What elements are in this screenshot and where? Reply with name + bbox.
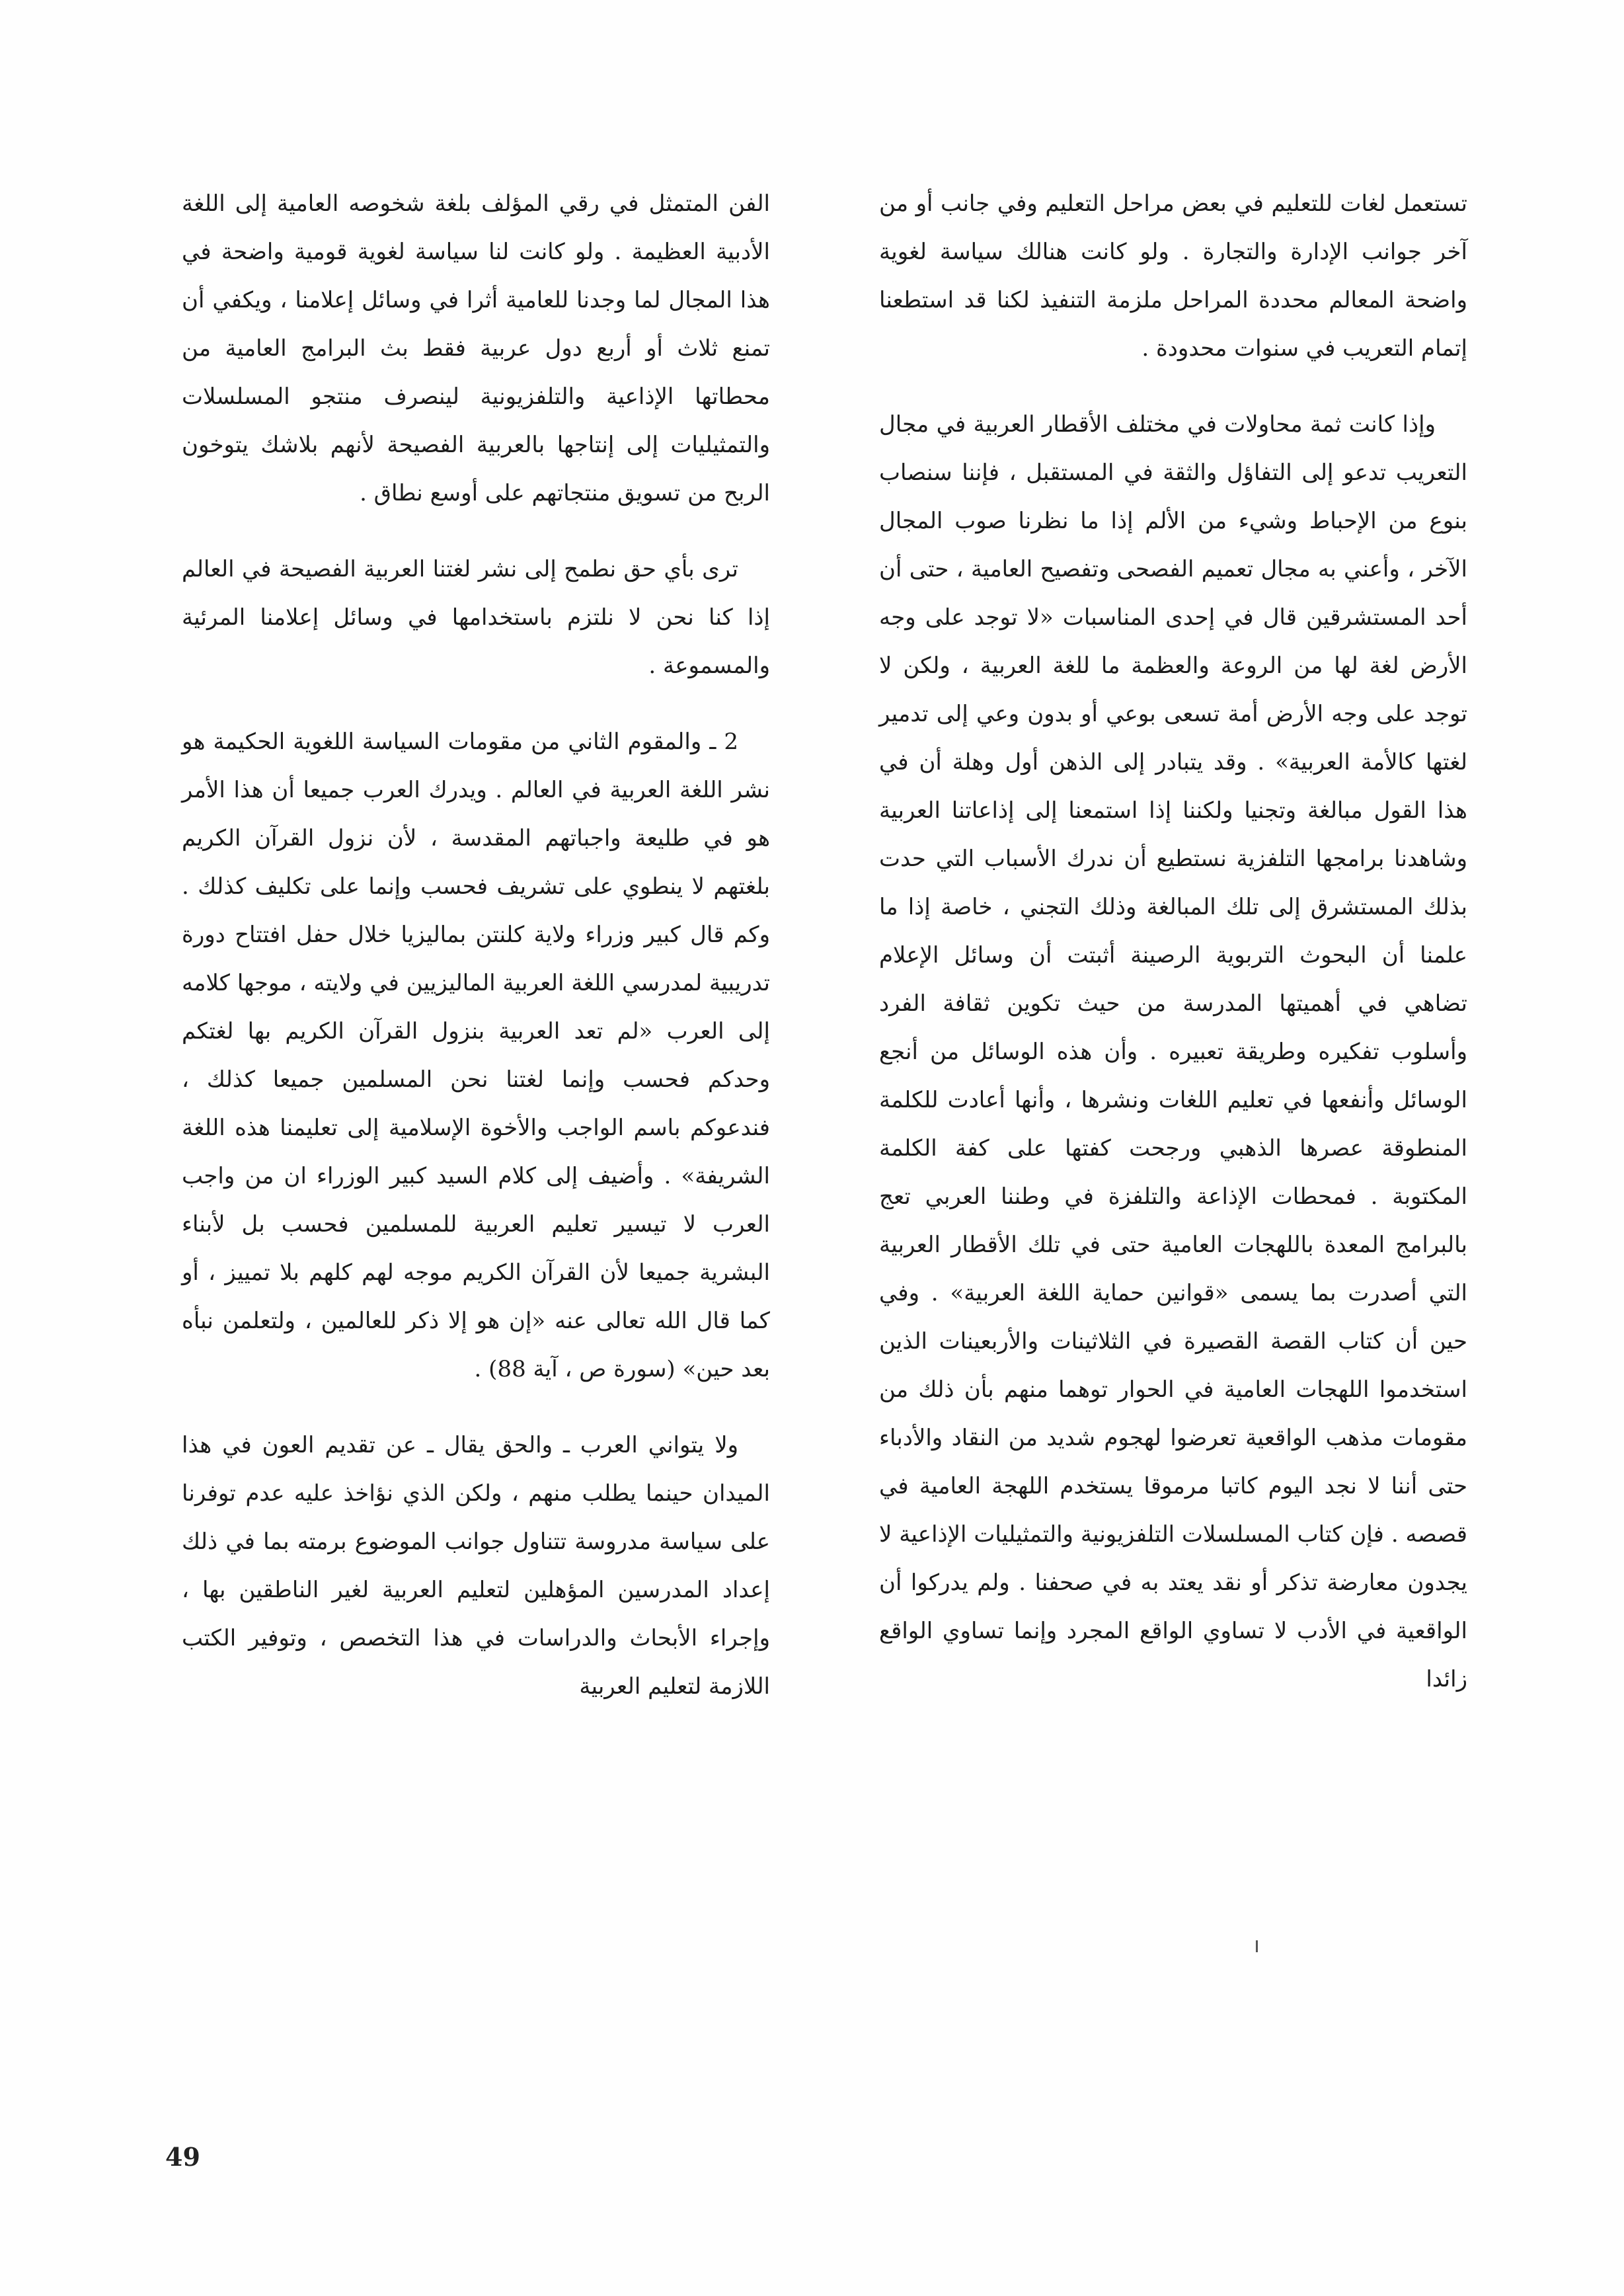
paragraph: ولا يتواني العرب ـ والحق يقال ـ عن تقديم العون في هذا الميدان حينما يطلب منهم ، ولكن الذي نؤاخذ عليه عدم توفرنا على سياسة مدروسة تتناول جوانب الموضوع برمته بما في ذلك إعداد المدرسين المؤهلين لتعليم العربية لغير الناطقين بها ، وإجراء الأبحاث والدراسات في هذا التخصص ، وتوفير الكتب اللازمة لتعليم العربية [182, 1432, 770, 1700]
page-number: 49 [165, 2142, 200, 2172]
paragraph: ترى بأي حق نطمح إلى نشر لغتنا العربية الفصيحة في العالم إذا كنا نحن لا نلتزم باستخدامها في وسائل إعلامنا المرئية والمسموعة . [182, 556, 770, 679]
paragraph: 2 ـ والمقوم الثاني من مقومات السياسة اللغوية الحكيمة هو نشر اللغة العربية في العالم . ويدرك العرب جميعا أن هذا الأمر هو في طليعة واجباتهم المقدسة ، لأن نزول القرآن الكريم بلغتهم لا ينطوي على تشريف فحسب وإنما على تكليف كذلك . وكم قال كبير وزراء ولاية كلنتن بماليزيا خلال حفل افتتاح دورة تدريبية لمدرسي اللغة العربية الماليزيين في ولايته ، موجها كلامه إلى العرب «لم تعد العربية بنزول القرآن الكريم بها لغتكم وحدكم فحسب وإنما لغتنا نحن المسلمين جميعا كذلك ، فندعوكم باسم الواجب والأخوة الإسلامية إلى تعليمنا هذه اللغة الشريفة» . وأضيف إلى كلام السيد كبير الوزراء ان من واجب العرب لا تيسير تعليم العربية للمسلمين فحسب بل لأبناء البشرية جميعا لأن القرآن الكريم موجه لهم كلهم بلا تمييز ، أو كما قال الله تعالى عنه «إن هو إلا ذكر للعالمين ، ولتعلمن نبأه بعد حين» (سورة ص ، آية 88) . [182, 729, 770, 1382]
left-text-column [182, 180, 770, 1739]
scan-speck [1256, 1940, 1258, 1952]
paragraph: تستعمل لغات للتعليم في بعض مراحل التعليم وفي جانب أو من آخر جوانب الإدارة والتجارة . ولو كانت هنالك سياسة لغوية واضحة المعالم محددة المراحل ملزمة التنفيذ لكنا قد استطعنا إتمام التعريب في سنوات محدودة . [879, 190, 1467, 362]
paragraph: الفن المتمثل في رقي المؤلف بلغة شخوصه العامية إلى اللغة الأدبية العظيمة . ولو كانت لنا سياسة لغوية قومية واضحة في هذا المجال لما وجدنا للعامية أثرا في وسائل إعلامنا ، ويكفي أن تمنع ثلاث أو أربع دول عربية فقط بث البرامج العامية من محطاتها الإذاعية والتلفزيونية لينصرف منتجو المسلسلات والتمثيليات إلى إنتاجها بالعربية الفصيحة لأنهم بلاشك يتوخون الربح من تسويق منتجاتهم على أوسع نطاق . [182, 190, 770, 506]
paragraph: وإذا كانت ثمة محاولات في مختلف الأقطار العربية في مجال التعريب تدعو إلى التفاؤل والثقة في المستقبل ، فإننا سنصاب بنوع من الإحباط وشيء من الألم إذا ما نظرنا صوب المجال الآخر ، وأعني به مجال تعميم الفصحى وتفصيح العامية ، حتى أن أحد المستشرقين قال في إحدى المناسبات «لا توجد على وجه الأرض لغة لها من الروعة والعظمة ما للغة العربية ، ولكن لا توجد على وجه الأرض أمة تسعى بوعي أو بدون وعي إلى تدمير لغتها كالأمة العربية» . وقد يتبادر إلى الذهن أول وهلة أن في هذا القول مبالغة وتجنيا ولكننا إذا استمعنا إلى إذاعاتنا العربية وشاهدنا برامجها التلفزية نستطيع أن ندرك الأسباب التي حدت بذلك المستشرق إلى تلك المبالغة وذلك التجني ، خاصة إذا ما علمنا أن البحوث التربوية الرصينة أثبتت أن وسائل الإعلام تضاهي في أهميتها المدرسة من حيث تكوين ثقافة الفرد وأسلوب تفكيره وطريقة تعبيره . وأن هذه الوسائل من أنجع الوسائل وأنفعها في تعليم اللغات ونشرها ، وأنها أعادت للكلمة المنطوقة عصرها الذهبي ورجحت كفتها على كفة الكلمة المكتوبة . فمحطات الإذاعة والتلفزة في وطننا العربي تعج بالبرامج المعدة باللهجات العامية حتى في تلك الأقطار العربية التي أصدرت بما يسمى «قوانين حماية اللغة العربية» . وفي حين أن كتاب القصة القصيرة في الثلاثينات والأربعينات الذين استخدموا اللهجات العامية في الحوار توهما منهم بأن ذلك من مقومات مذهب الواقعية تعرضوا لهجوم شديد من النقاد والأدباء حتى أننا لا نجد اليوم كاتبا مرموقا يستخدم اللهجة العامية في قصصه . فإن كتاب المسلسلات التلفزيونية والتمثيليات الإذاعية لا يجدون معارضة تذكر أو نقد يعتد به في صحفنا . ولم يدركوا أن الواقعية في الأدب لا تساوي الواقع المجرد وإنما تساوي الواقع زائدا [879, 411, 1467, 1692]
right-text-column [879, 180, 1467, 1731]
